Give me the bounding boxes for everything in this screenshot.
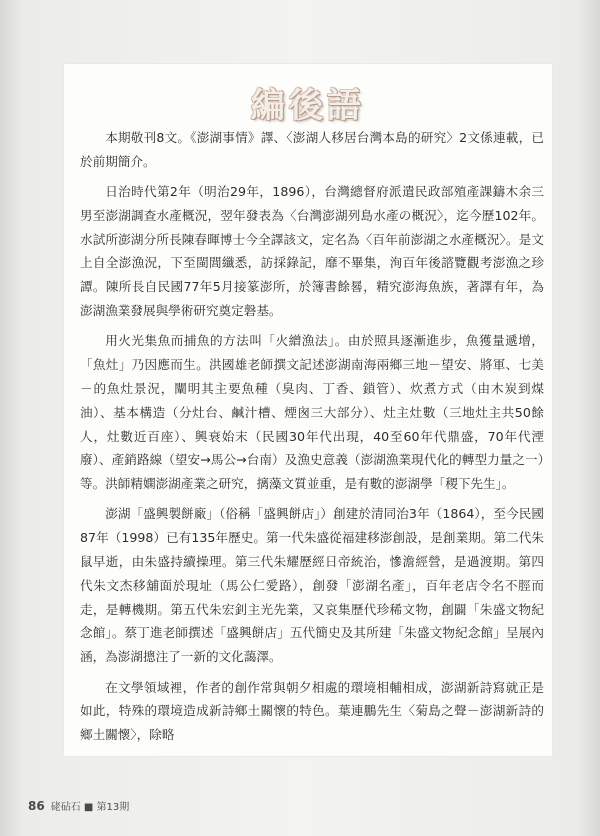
editorial-panel [64,64,552,756]
paragraph-3: 用火光集魚而捕魚的方法叫「火繒漁法」。由於照具逐漸進步，魚獲量遞增，「魚灶」乃因應而生。洪國雄老師撰文記述澎湖南海兩鄉三地－望安、將軍、七美－的魚灶景況，闡明其主要魚種（臭肉、丁香、鎖管）、炊煮方式（由木炭到煤油）、基本構造（分灶台、鹹汁槽、煙囪三大部分）、灶主灶數（三地灶主共50餘人，灶數近百座）、興衰始末（民國30年代出現，40至60年代鼎盛，70年代湮廢）、產銷路線（望安→馬公→台南）及漁史意義（澎湖漁業現代化的轉型力量之一）等。洪師精嫻澎湖產業之研究，摛藻文質並重，是有數的澎湖學「稷下先生」。 [80,333,544,492]
paragraph-1: 本期敬刊8文。《澎湖事情》譯、〈澎湖人移居台灣本島的研究〉2文係連載，已於前期簡介。 [80,130,544,169]
paragraph-5: 在文學領域裡，作者的創作常與朝夕相處的環境相輔相成，澎湖新詩寫就正是如此，特殊的環境造成新詩鄉土關懷的特色。葉連鵬先生〈菊島之聲－澎湖新詩的鄉土關懷〉，除略 [80,679,544,743]
article-body [80,126,544,753]
page-footer [28,798,129,813]
paragraph-4: 澎湖「盛興製餅廠」（俗稱「盛興餅店」）創建於清同治3年（1864），至今民國87年（1998）已有135年歷史。第一代朱盛從福建移澎創設，是創業期。第二代朱鼠早逝，由朱盛持續操理。第三代朱耀歷經日帝統治，慘澹經營，是過渡期。第四代朱文杰移舖面於現址（馬公仁愛路），創發「澎湖名產」，百年老店令名不脛而走，是轉機期。第五代朱宏釗主光先業，又哀集歷代珍稀文物，創闢「朱盛文物紀念館」。蔡丁進老師撰述「盛興餅店」五代簡史及其所建「朱盛文物紀念館」呈展內涵，為澎湖摠注了一新的文化藹澤。 [80,506,544,665]
page-title: 編後語 [251,86,365,126]
page-number: 86 [28,799,45,813]
journal-name: 硓砧石 ■ 第13期 [50,802,130,813]
paragraph-2: 日治時代第2年（明治29年，1896），台灣總督府派遣民政部殖產課鑄木余三男至澎湖調查水產概況，翌年發表為〈台灣澎湖列島水產の概況〉，迄今歷102年。水試所澎湖分所長陳春暉博士今全譯該文，定名為〈百年前澎湖之水產概況〉。是文上自全澎漁況，下至閩閭纖悉，訪採錄記，靡不畢集，洵百年後諮覽觀考澎漁之珍譚。陳所長自民國77年5月接篆澎所，於簿書餘晷，精究澎海魚族，著譯有年，為澎湖漁業發展與學術研究奠定磐基。 [80,184,544,319]
